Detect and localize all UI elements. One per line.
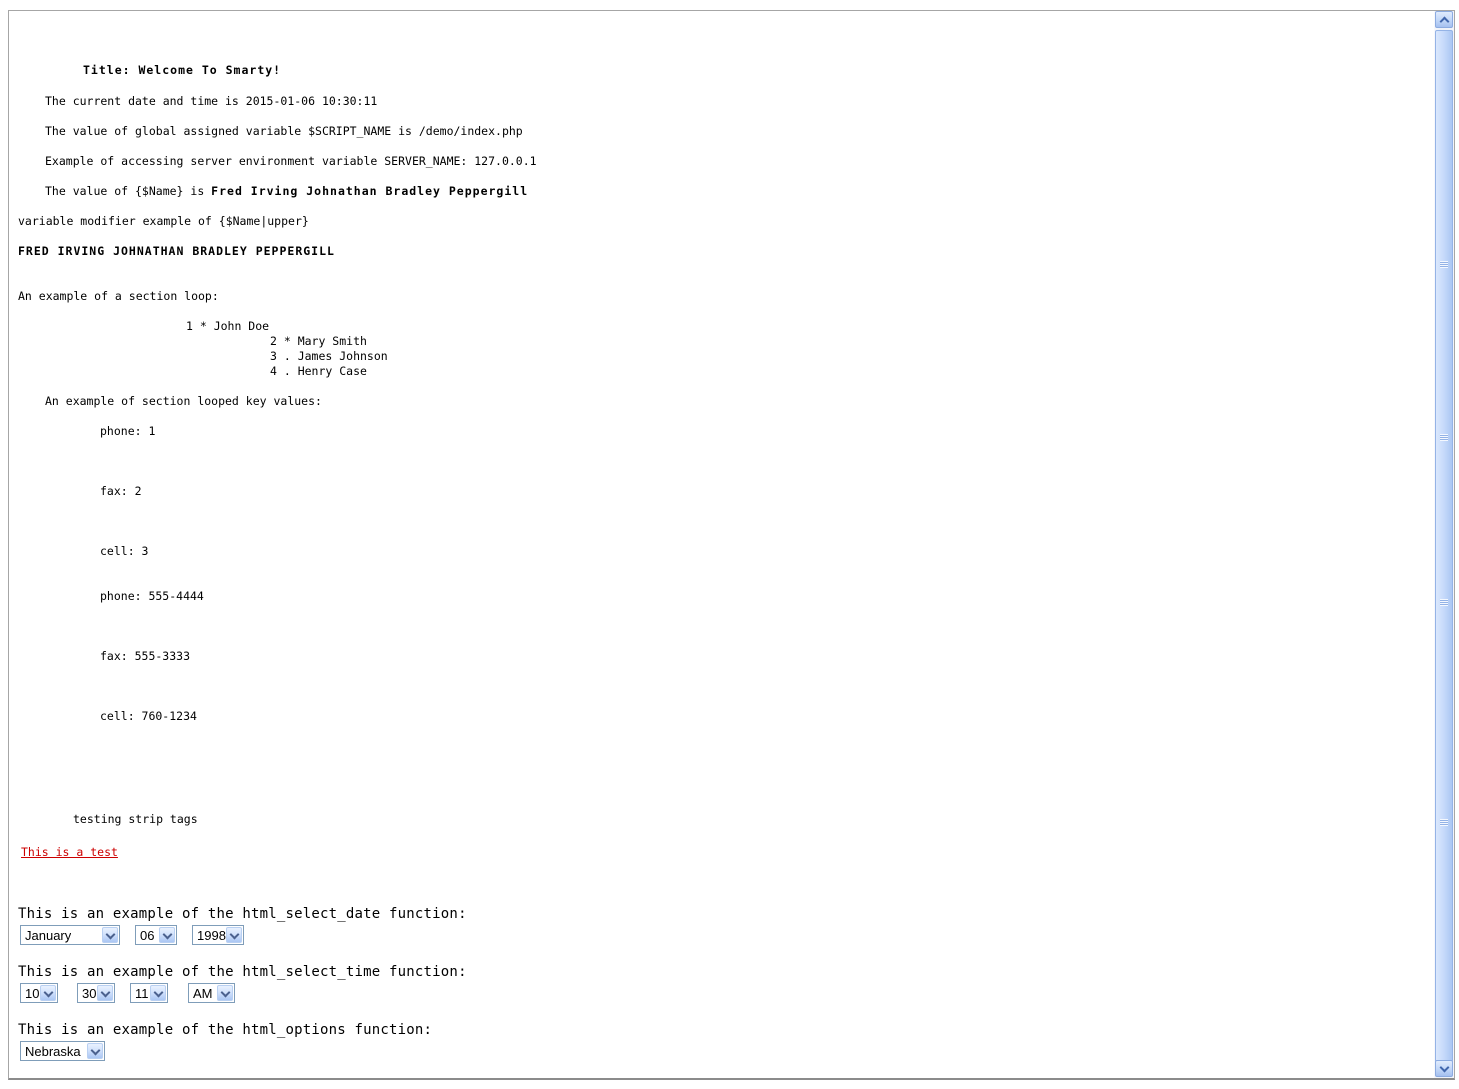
minute-select[interactable] xyxy=(77,983,115,1003)
key-value-item: fax: 2 xyxy=(100,484,142,498)
minute-select-value: 30 xyxy=(82,985,97,1001)
meridian-select-value: AM xyxy=(193,985,213,1001)
loop-item: 4 . Henry Case xyxy=(270,364,367,378)
key-value-item: phone: 555-4444 xyxy=(100,589,204,603)
modifier-line: variable modifier example of {$Name|upper} xyxy=(18,214,309,228)
state-select-value: Nebraska xyxy=(25,1043,81,1059)
hour-select-value: 10 xyxy=(25,985,40,1001)
day-select[interactable] xyxy=(135,925,177,945)
grip-lines-icon xyxy=(1440,261,1448,268)
key-values-label: An example of section looped key values: xyxy=(45,394,322,408)
section-loop-label: An example of a section loop: xyxy=(18,289,219,303)
chevron-down-icon xyxy=(102,927,118,943)
chevron-down-icon xyxy=(87,1043,103,1059)
chevron-down-icon xyxy=(40,985,56,1001)
name-prefix: The value of {$Name} is xyxy=(45,184,212,198)
month-select[interactable] xyxy=(20,925,120,945)
select-date-label: This is an example of the html_select_date function: xyxy=(18,906,467,922)
select-time-label: This is an example of the html_select_time function: xyxy=(18,964,467,980)
day-select-value: 06 xyxy=(140,927,155,943)
loop-item: 2 * Mary Smith xyxy=(270,334,367,348)
options-label: This is an example of the html_options function: xyxy=(18,1022,433,1038)
loop-item: 1 * John Doe xyxy=(186,319,270,333)
meridian-select[interactable] xyxy=(188,983,235,1003)
name-value: Fred Irving Johnathan Bradley Peppergill xyxy=(211,184,529,198)
name-upper-line: FRED IRVING JOHNATHAN BRADLEY PEPPERGILL xyxy=(18,244,335,258)
scroll-down-button[interactable] xyxy=(1435,1060,1453,1077)
chevron-up-icon xyxy=(1439,16,1449,26)
grip-lines-icon xyxy=(1440,599,1448,606)
loop-item: 3 . James Johnson xyxy=(270,349,388,363)
key-value-item: cell: 3 xyxy=(100,544,149,558)
grip-lines-icon xyxy=(1440,819,1448,826)
chevron-down-icon xyxy=(97,985,113,1001)
test-link[interactable]: This is a test xyxy=(21,845,118,859)
chevron-down-icon xyxy=(1439,1063,1449,1073)
year-select-value: 1998 xyxy=(197,927,226,943)
hour-select[interactable] xyxy=(20,983,58,1003)
scrollbar-thumb[interactable] xyxy=(1435,30,1453,1062)
state-select[interactable] xyxy=(20,1041,105,1061)
second-select-value: 11 xyxy=(135,985,149,1001)
year-select[interactable] xyxy=(192,925,244,945)
key-value-item: fax: 555-3333 xyxy=(100,649,191,663)
key-value-item: cell: 760-1234 xyxy=(100,709,197,723)
strip-tags-line: testing strip tags xyxy=(73,812,198,826)
chevron-down-icon xyxy=(226,927,242,943)
second-select[interactable] xyxy=(130,983,168,1003)
chevron-down-icon xyxy=(150,985,166,1001)
datetime-line: The current date and time is 2015-01-06 10:30:11 xyxy=(45,94,378,108)
page-title: Title: Welcome To Smarty! xyxy=(83,63,282,77)
grip-lines-icon xyxy=(1440,434,1448,441)
name-line xyxy=(45,184,528,198)
chevron-down-icon xyxy=(159,927,175,943)
script-name-line: The value of global assigned variable $SCRIPT_NAME is /demo/index.php xyxy=(45,124,523,138)
scroll-up-button[interactable] xyxy=(1435,11,1453,28)
month-select-value: January xyxy=(25,927,72,943)
vertical-scrollbar[interactable] xyxy=(1434,11,1454,1078)
server-name-line: Example of accessing server environment variable SERVER_NAME: 127.0.0.1 xyxy=(45,154,537,168)
key-value-item: phone: 1 xyxy=(100,424,156,438)
chevron-down-icon xyxy=(217,985,233,1001)
